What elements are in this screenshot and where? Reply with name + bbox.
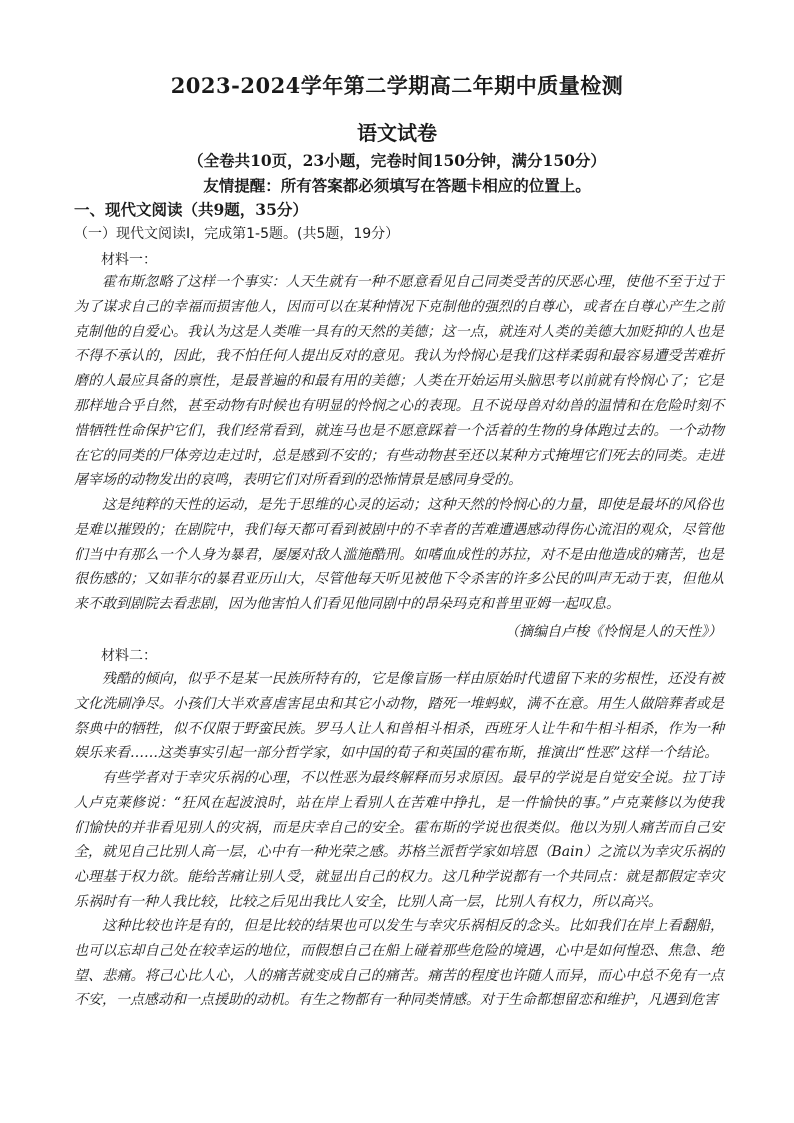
- source-citation: （摘编自卢梭《怜悯是人的天性》）: [505, 624, 722, 640]
- reminder-text: 友情提醒：所有答案都必须填写在答题卡相应的位置上。: [203, 176, 591, 195]
- section-heading: 一、现代文阅读（共9题，35分）: [74, 200, 308, 219]
- exam-subtitle: 语文试卷: [357, 121, 437, 145]
- material-two-paragraph: 这种比较也许是有的，但是比较的结果也可以发生与幸灾乐祸相反的念头。比如我们在岸上看翻船，也可以忘却自己处在较幸运的地位，而假想自己在船上碰着那些危险的境遇，心中是如何惶恐、焦急、绝望、悲痛。将己心比人心，人的痛苦就变成自己的痛苦。痛苦的程度也许随人而异，而心中总不免有一点不安，一点感动和一点援助的动机。有生之物都有一种同类情感。对于生命都想留恋和维护，凡遇到危害: [74, 918, 724, 1009]
- material-one-paragraph: 霍布斯忽略了这样一个事实：人天生就有一种不愿意看见自己同类受苦的厌恶心理，使他不至于过于为了谋求自己的幸福而损害他人，因而可以在某种情况下克制他的强烈的自尊心，或者在自尊心产生之前克制他的自爱心。我认为这是人类唯一具有的天然的美德；这一点，就连对人类的美德大加贬抑的人也是不得不承认的，因此，我不怕任何人提出反对的意见。我认为怜悯心是我们这样柔弱和最容易遭受苦难折磨的人最应具备的禀性，是最普遍的和最有用的美德；人类在开始运用头脑思考以前就有怜悯心了；它是那样地合乎自然，甚至动物有时候也有明显的怜悯之心的表现。且不说母兽对幼兽的温情和在危险时刻不惜牺牲性命保护它们，我们经常看到，就连马也是不愿意踩着一个活着的生物的身体跑过去的。一个动物在它的同类的尸体旁边走过时，总是感到不安的；有些动物甚至还以某种方式掩埋它们死去的同类。走进屠宰场的动物发出的哀鸣，表明它们对所看到的恐怖情景是感同身受的。: [74, 274, 724, 489]
- material-two-paragraph: 有些学者对于幸灾乐祸的心理，不以性恶为最终解释而另求原因。最早的学说是自觉安全说。拉丁诗人卢克莱修说：“狂风在起波浪时，站在岸上看别人在苦难中挣扎，是一件愉快的事。”卢克莱修以为使我们愉快的并非看见别人的灾祸，而是庆幸自己的安全。霍布斯的学说也很类似。他以为别人痛苦而自己安全，就见自己比别人高一层，心中有一种光荣之感。苏格兰派哲学家如培恩（Bain）之流以为幸灾乐祸的心理基于权力欲。能给苦痛让别人受，就显出自己的权力。这几种学说都有一个共同点：就是都假定幸灾乐祸时有一种人我比较，比较之后见出我比人安全，比别人高一层，比别人有权力，所以高兴。: [74, 770, 724, 910]
- material-two-paragraph: 残酷的倾向，似乎不是某一民族所特有的，它是像盲肠一样由原始时代遗留下来的劣根性，还没有被文化洗刷净尽。小孩们大半欢喜虐害昆虫和其它小动物，踏死一堆蚂蚁，满不在意。用生人做陪葬者或是祭典中的牺牲，似不仅限于野蛮民族。罗马人让人和兽相斗相杀，西班牙人让牛和牛相斗相杀，作为一种娱乐来看……这类事实引起一部分哲学家，如中国的荀子和英国的霍布斯，推演出“性恶”这样一个结论。: [74, 671, 724, 762]
- exam-title: 2023-2024学年第二学期高二年期中质量检测: [170, 73, 624, 98]
- subsection-heading: （一）现代文阅读Ⅰ，完成第1-5题。(共5题，19分）: [74, 226, 400, 242]
- exam-info: （全卷共10页，23小题，完卷时间150分钟，满分150分）: [188, 151, 606, 170]
- material-one-label: 材料一：: [101, 252, 157, 268]
- material-one-paragraph: 这是纯粹的天性的运动，是先于思维的心灵的运动；这种天然的怜悯心的力量，即使是最坏的风俗也是难以摧毁的；在剧院中，我们每天都可看到被剧中的不幸者的苦难遭遇感动得伤心流泪的观众，尽管他们当中有那么一个人身为暴君，屡屡对敌人滥施酷刑。如嗜血成性的苏拉，对不是由他造成的痛苦，也是很伤感的；又如菲尔的暴君亚历山大，尽管他每天听见被他下令杀害的许多公民的叫声无动于衷，但他从来不敢到剧院去看悲剧，因为他害怕人们看见他同剧中的昂朵玛克和普里亚姆一起叹息。: [74, 497, 724, 613]
- material-two-label: 材料二：: [101, 648, 157, 664]
